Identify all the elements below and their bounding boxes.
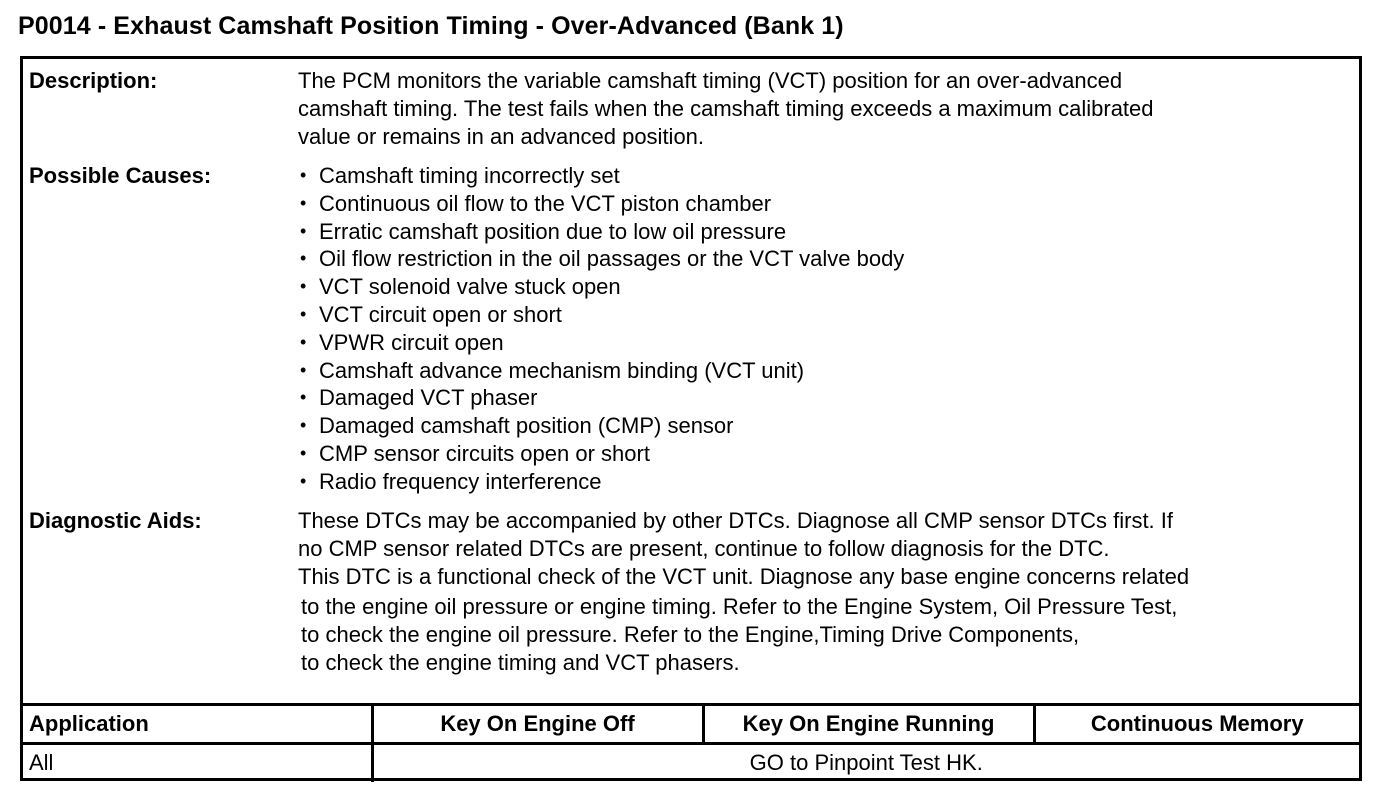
cause-item: • Erratic camshaft position due to low oil pressure <box>300 218 787 244</box>
bullet-icon: • <box>300 276 307 297</box>
table-header-koer: Key On Engine Running <box>703 705 1034 744</box>
diagnostic-aids-line: to check the engine timing and VCT phasers. <box>301 650 740 675</box>
bullet-icon: • <box>300 442 307 463</box>
cause-item: • Damaged VCT phaser <box>300 385 538 411</box>
cause-item: • CMP sensor circuits open or short <box>300 440 650 466</box>
description-text <box>298 67 1343 151</box>
cause-item: • VPWR circuit open <box>300 329 504 355</box>
bullet-icon: • <box>300 470 307 491</box>
cause-item: • VCT circuit open or short <box>300 301 562 327</box>
possible-causes-list <box>298 162 1343 496</box>
diagnostic-aids-line: no CMP sensor related DTCs are present, continue to follow diagnosis for the DTC. <box>298 536 1110 561</box>
application-table <box>23 703 1359 782</box>
bullet-icon: • <box>300 331 307 352</box>
bullet-icon: • <box>300 248 307 269</box>
dtc-info-box <box>20 56 1362 781</box>
page-title: P0014 - Exhaust Camshaft Position Timing - Over-Advanced (Bank 1) <box>18 12 844 40</box>
description-line: value or remains in an advanced position. <box>298 124 705 149</box>
cause-item: • Camshaft timing incorrectly set <box>300 163 620 188</box>
diagnostic-aids-text <box>298 507 1343 677</box>
cause-item: • Damaged camshaft position (CMP) sensor <box>300 413 734 439</box>
description-line: camshaft timing. The test fails when the camshaft timing exceeds a maximum calibrated <box>298 96 1154 121</box>
possible-causes-label: Possible Causes: <box>29 163 212 188</box>
table-header-koeo: Key On Engine Off <box>372 705 703 744</box>
diagnostic-aids-line: This DTC is a functional check of the VCT unit. Diagnose any base engine concerns related <box>298 564 1190 589</box>
bullet-icon: • <box>300 192 307 213</box>
cause-item: • Continuous oil flow to the VCT piston chamber <box>300 190 772 216</box>
bullet-icon: • <box>300 387 307 408</box>
diagnostic-aids-label: Diagnostic Aids: <box>29 508 202 533</box>
bullet-icon: • <box>300 359 307 380</box>
cause-item: • Camshaft advance mechanism binding (VCT unit) <box>300 357 805 383</box>
application-cell: All <box>23 744 372 782</box>
cause-item: • VCT solenoid valve stuck open <box>300 274 621 300</box>
cause-item: • Oil flow restriction in the oil passages or the VCT valve body <box>300 246 905 272</box>
diagnostic-aids-line: These DTCs may be accompanied by other DTCs. Diagnose all CMP sensor DTCs first. If <box>298 508 1174 533</box>
possible-causes-body <box>298 162 1343 496</box>
table-header-application: Application <box>23 705 372 744</box>
action-cell: GO to Pinpoint Test HK. <box>749 750 983 776</box>
bullet-icon: • <box>300 415 307 436</box>
description-label: Description: <box>29 68 158 93</box>
diagnostic-aids-line: to the engine oil pressure or engine timing. Refer to the Engine System, Oil Pressure Test, <box>301 594 1178 619</box>
table-row <box>23 744 1359 782</box>
table-header-continuous-memory: Continuous Memory <box>1034 705 1359 744</box>
diagnostic-aids-line: to check the engine oil pressure. Refer to the Engine,Timing Drive Components, <box>301 622 1080 647</box>
bullet-icon: • <box>300 165 307 185</box>
bullet-icon: • <box>300 220 307 241</box>
cause-item: • Radio frequency interference <box>300 468 602 494</box>
table-header-row <box>23 705 1359 744</box>
bullet-icon: • <box>300 303 307 324</box>
description-line: The PCM monitors the variable camshaft timing (VCT) position for an over-advanced <box>298 68 1123 93</box>
